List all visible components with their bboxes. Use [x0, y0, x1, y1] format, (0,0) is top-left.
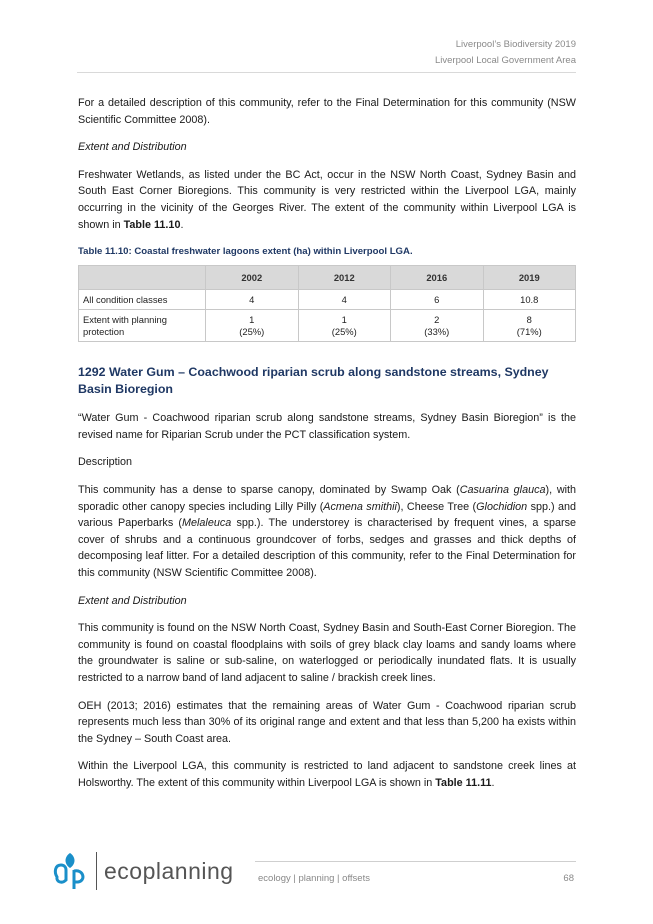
logo-separator — [96, 852, 97, 890]
table-cell: 4 — [298, 289, 391, 310]
table-cell: 4 — [206, 289, 299, 310]
section-title: 1292 Water Gum – Coachwood riparian scrub along sandstone streams, Sydney Basin Bioregion — [78, 365, 549, 397]
header-subtitle: Liverpool Local Government Area — [435, 55, 576, 66]
description-paragraph: This community has a dense to sparse canopy, dominated by Swamp Oak (Casuarina glauca), with sporadic other canopy species including Lilly Pilly (Acmena smithii), Cheese Tree (Glochidion spp.) and various Paperbarks (Melaleuca spp.). The understorey is characterised by frequent vines, a sparse cover of shrubs and a continuous groundcover of forbs, sedges and grasses and thick depths of decomposing leaf litter. For a detailed description of this community, refer to the Final Determination for this community (NSW Scientific Committee 2008). — [78, 484, 577, 579]
table-cell: 8 (71%) — [483, 310, 576, 342]
extent-heading: Extent and Distribution — [78, 141, 187, 154]
table-cell: 6 — [391, 289, 484, 310]
table-reference: Table 11.10 — [123, 218, 181, 231]
table-header-cell: 2016 — [391, 265, 484, 289]
page-content — [78, 95, 576, 803]
oeh-paragraph: OEH (2013; 2016) estimates that the remaining areas of Water Gum - Coachwood riparian scrub represents much less than 30% of its original range and extent and that less than 5,200 ha exists within the Sydney – South Coast area. — [78, 699, 576, 745]
footer-divider — [255, 861, 576, 862]
table-header-row — [79, 265, 576, 289]
description-heading: Description — [78, 456, 133, 469]
ecoplanning-logo — [52, 851, 234, 891]
liverpool-paragraph: Within the Liverpool LGA, this community is restricted to land adjacent to sandstone creek lines at Holsworthy. The extent of this community within Liverpool LGA is shown in Table 11.11. — [78, 760, 576, 789]
header-divider — [77, 72, 576, 73]
table-header-cell: 2002 — [206, 265, 299, 289]
row-label: Extent with planning protection — [79, 310, 206, 342]
leaf-logo-icon — [52, 851, 90, 891]
header-title: Liverpool’s Biodiversity 2019 — [455, 39, 576, 50]
table-caption: Table 11.10: Coastal freshwater lagoons extent (ha) within Liverpool LGA. — [78, 246, 413, 258]
table-header-cell: 2019 — [483, 265, 576, 289]
table-reference: Table 11.11 — [435, 776, 492, 789]
section-intro-paragraph: “Water Gum - Coachwood riparian scrub along sandstone streams, Sydney Basin Bioregion” is the revised name for Riparian Scrub under the PCT classification system. — [78, 412, 576, 441]
row-label: All condition classes — [79, 289, 206, 310]
table-cell: 1 (25%) — [206, 310, 299, 342]
footer-tagline: ecology | planning | offsets — [258, 873, 370, 884]
table-cell: 10.8 — [483, 289, 576, 310]
page-number: 68 — [563, 873, 574, 884]
intro-paragraph: For a detailed description of this community, refer to the Final Determination for this community (NSW Scientific Committee 2008). — [78, 97, 576, 126]
table-row — [79, 289, 576, 310]
page-header — [435, 37, 576, 69]
table-header-cell — [79, 265, 206, 289]
table-cell: 1 (25%) — [298, 310, 391, 342]
table-row — [79, 310, 576, 342]
logo-wordmark: ecoplanning — [104, 857, 234, 884]
distribution-paragraph: This community is found on the NSW North Coast, Sydney Basin and South-East Corner Bioregion. The community is found on coastal floodplains with soils of grey black clay loams and sandy loams where the groundwater is saline or sub-saline, on waterlogged or periodically inundated flats. It is usually restricted to a narrow band of land adjacent to saline / brackish creek lines. — [78, 622, 576, 684]
extent-table — [78, 265, 576, 343]
extent-heading: Extent and Distribution — [78, 594, 187, 607]
table-header-cell: 2012 — [298, 265, 391, 289]
freshwater-paragraph: Freshwater Wetlands, as listed under the BC Act, occur in the NSW North Coast, Sydney Basin and South East Corner Bioregions. This community is very restricted within the Liverpool LGA, mainly occurring in the vicinity of the Georges River. The extent of the community within Liverpool LGA is shown in Table 11.10. — [78, 168, 576, 231]
table-cell: 2 (33%) — [391, 310, 484, 342]
